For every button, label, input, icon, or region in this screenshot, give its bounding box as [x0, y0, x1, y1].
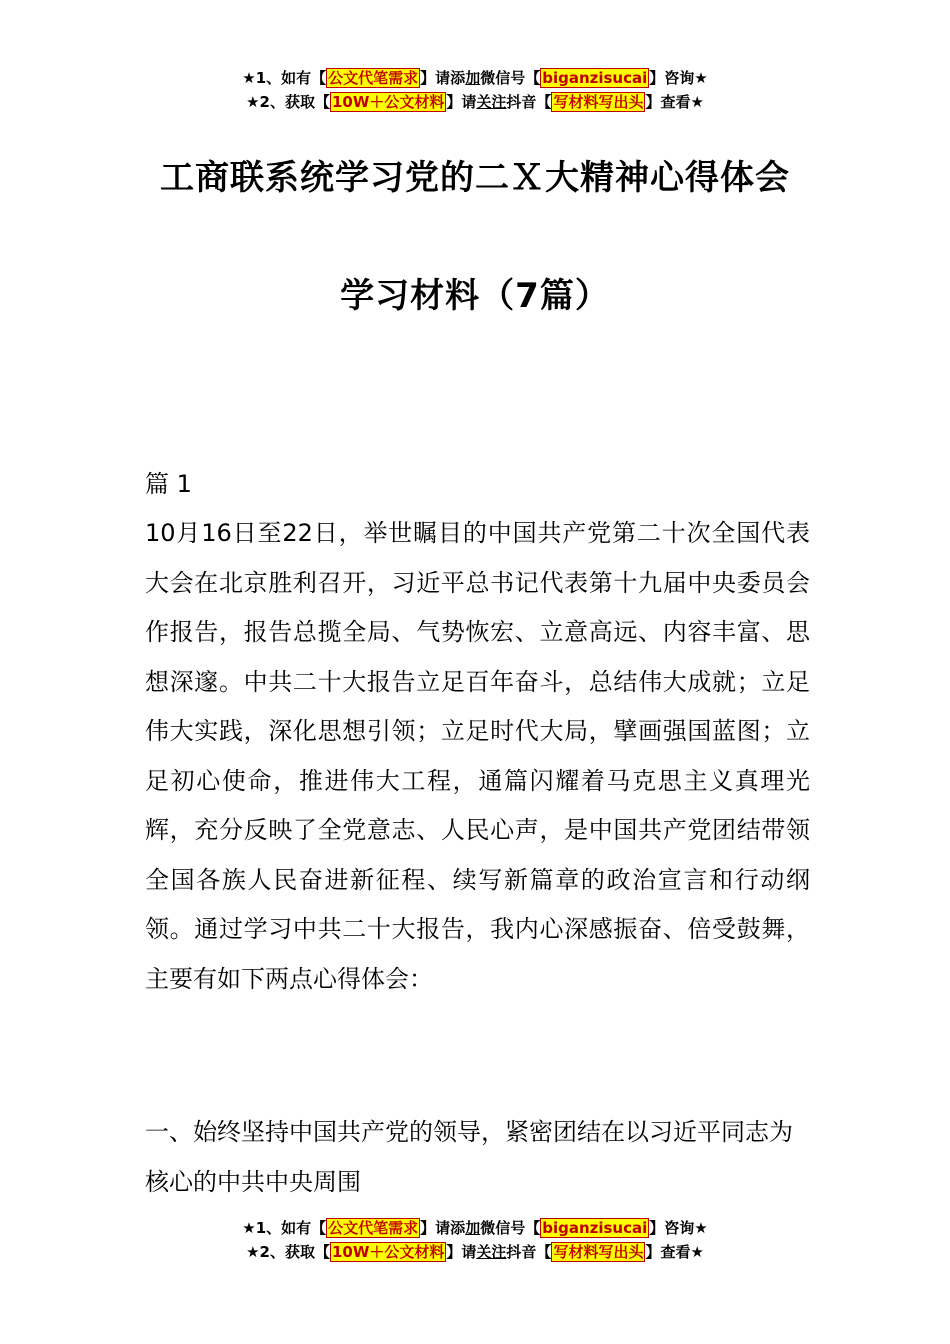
promo-underlined: 加	[465, 1219, 481, 1237]
section-label: 篇 1	[145, 470, 192, 498]
promo-text: ★1、如有【	[242, 69, 327, 87]
promo-highlight: biganzisucai	[542, 69, 648, 87]
paragraph-text: 10月16日至22日，举世瞩目的中国共产党第二十次全国代表大会在北京胜利召开，习近平总书记代表第十九届中央委员会作报告，报告总揽全局、气势恢宏、立意高远、内容丰富、思想深邃。中共二十大报告立足百年奋斗，总结伟大成就；立足伟大实践，深化思想引领；立足时代大局，擘画强国蓝图；立足初心使命，推进伟大工程，通篇闪耀着马克思主义真理光辉，充分反映了全党意志、人民心声，是中国共产党团结带领全国各族人民奋进新征程、续写新篇章的政治宣言和行动纲领。通过学习中共二十大报告，我内心深感振奋、倍受鼓舞，主要有如下两点心得体会：	[145, 519, 810, 993]
footer-promo-banner	[0, 1216, 950, 1264]
document-title-line-2: 学习材料（7篇）	[340, 276, 610, 316]
promo-line-2	[0, 90, 950, 114]
promo-line-2	[0, 1240, 950, 1264]
promo-line-1	[0, 1216, 950, 1240]
promo-highlight: biganzisucai	[542, 1219, 648, 1237]
promo-underlined: 关注	[476, 1243, 507, 1261]
promo-text: 】咨询★	[649, 69, 708, 87]
header-promo-banner	[0, 66, 950, 114]
promo-highlight: 10W＋公文材料	[331, 93, 445, 111]
promo-text: 】请添	[420, 69, 466, 87]
promo-highlight: 公文代笔需求	[328, 69, 419, 87]
promo-underlined: 关注	[476, 93, 507, 111]
promo-underlined: 加	[465, 69, 481, 87]
promo-text: ★1、如有【	[242, 1219, 327, 1237]
promo-text: 抖音【	[506, 93, 552, 111]
body-paragraph	[145, 509, 810, 1004]
promo-text: 】请添	[420, 1219, 466, 1237]
promo-highlight: 10W＋公文材料	[331, 1243, 445, 1261]
promo-text: 抖音【	[506, 1243, 552, 1261]
promo-text: 】咨询★	[649, 1219, 708, 1237]
document-title-line-1: 工商联系统学习党的二Ｘ大精神心得体会	[160, 158, 790, 198]
promo-highlight: 公文代笔需求	[328, 1219, 419, 1237]
section-heading	[145, 1108, 810, 1207]
heading-text: 一、始终坚持中国共产党的领导，紧密团结在以习近平同志为核心的中共中央周围	[145, 1118, 793, 1196]
promo-line-1	[0, 66, 950, 90]
promo-text: 】查看★	[645, 93, 704, 111]
promo-text: ★2、获取【	[246, 93, 330, 111]
promo-text: 】请	[446, 1243, 477, 1261]
promo-text: 】请	[446, 93, 477, 111]
promo-highlight: 写材料写出头	[553, 93, 644, 111]
promo-text: 微信号【	[480, 1219, 541, 1237]
promo-text: ★2、获取【	[246, 1243, 330, 1261]
promo-highlight: 写材料写出头	[553, 1243, 644, 1261]
promo-text: 微信号【	[480, 69, 541, 87]
promo-text: 】查看★	[645, 1243, 704, 1261]
